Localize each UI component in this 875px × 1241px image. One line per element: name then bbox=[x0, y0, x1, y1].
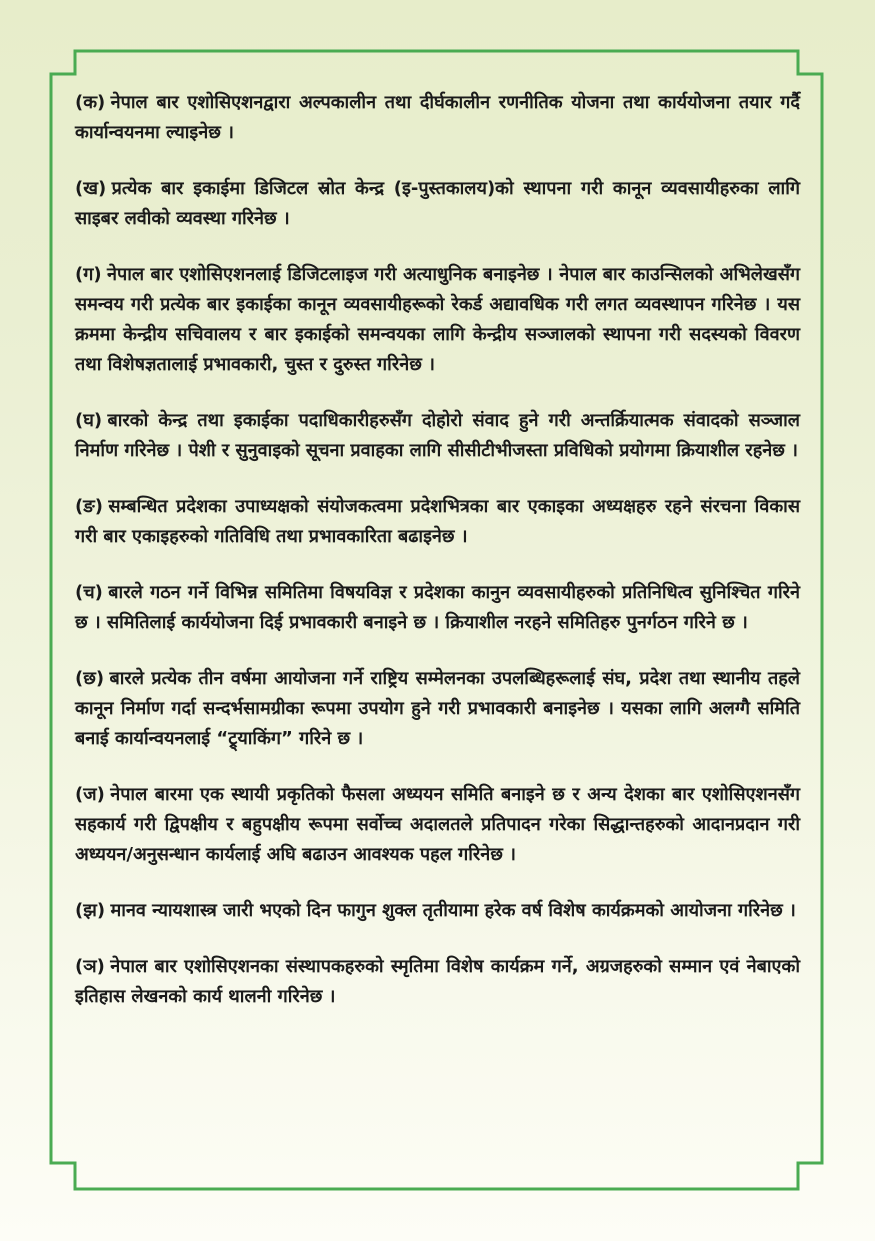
paragraph-ga bbox=[75, 260, 800, 380]
paragraph-ja-text: नेपाल बारमा एक स्थायी प्रकृतिको फैसला अध्ययन समिति बनाइने छ र अन्य देशका बार एशोसिएशनसँग सहकार्य गरी द्विपक्षीय र बहुपक्षीय रूपमा सर्वोच्च अदालतले प्रतिपादन गरेका सिद्धान्तहरुको आदानप्रदान गरी अध्ययन/अनुसन्धान कार्यलाई अघि बढाउन आवश्यक पहल गरिनेछ । bbox=[75, 784, 800, 865]
paragraph-cha bbox=[75, 578, 800, 638]
paragraph-ga-text: नेपाल बार एशोसिएशनलाई डिजिटलाइज गरी अत्याधुनिक बनाइनेछ । नेपाल बार काउन्सिलको अभिलेखसँग समन्वय गरी प्रत्येक बार इकाईका कानून व्यवसायीहरूको रेकर्ड अद्यावधिक गरी लगत व्यवस्थापन गरिनेछ । यस क्रममा केन्द्रीय सचिवालय र बार इकाईको समन्वयका लागि केन्द्रीय सञ्जालको स्थापना गरी सदस्यको विवरण तथा विशेषज्ञतालाई प्रभावकारी, चुस्त र दुरुस्त गरिनेछ । bbox=[75, 264, 800, 375]
paragraph-gha bbox=[75, 406, 800, 466]
document-content bbox=[75, 88, 800, 1012]
paragraph-cha-text: बारले गठन गर्ने विभिन्न समितिमा विषयविज्ञ र प्रदेशका कानुन व्यवसायीहरुको प्रतिनिधित्व सुनिश्चित गरिने छ । समितिलाई कार्ययोजना दिई प्रभावकारी बनाइने छ । क्रियाशील नरहने समितिहरु पुनर्गठन गरिने छ । bbox=[75, 582, 800, 633]
paragraph-nga bbox=[75, 492, 800, 552]
paragraph-jha-label: (झ) bbox=[75, 900, 106, 921]
paragraph-gha-text: बारको केन्द्र तथा इकाईका पदाधिकारीहरुसँग दोहोरो संवाद हुने गरी अन्तर्क्रियात्मक संवादको सञ्जाल निर्माण गरिनेछ । पेशी र सुनुवाइको सूचना प्रवाहका लागि सीसीटीभीजस्ता प्रविधिको प्रयोगमा क्रियाशील रहनेछ । bbox=[75, 410, 800, 461]
paragraph-chha-label: (छ) bbox=[75, 668, 105, 689]
paragraph-ja bbox=[75, 780, 800, 870]
paragraph-cha-label: (च) bbox=[75, 582, 103, 603]
paragraph-ka-text: नेपाल बार एशोसिएशनद्वारा अल्पकालीन तथा दीर्घकालीन रणनीतिक योजना तथा कार्ययोजना तयार गर्दै कार्यान्वयनमा ल्याइनेछ । bbox=[75, 92, 800, 143]
paragraph-jha bbox=[75, 896, 800, 926]
paragraph-nya-label: (ञ) bbox=[75, 956, 105, 977]
paragraph-ka-label: (क) bbox=[75, 92, 106, 113]
paragraph-chha bbox=[75, 664, 800, 754]
paragraph-kha-text: प्रत्येक बार इकाईमा डिजिटल स्रोत केन्द्र (इ-पुस्तकालय)को स्थापना गरी कानून व्यवसायीहरुका लागि साइबर लवीको व्यवस्था गरिनेछ । bbox=[75, 178, 800, 229]
paragraph-gha-label: (घ) bbox=[75, 410, 103, 431]
paragraph-ka bbox=[75, 88, 800, 148]
paragraph-jha-text: मानव न्यायशास्त्र जारी भएको दिन फागुन शुक्ल तृतीयामा हरेक वर्ष विशेष कार्यक्रमको आयोजना गरिनेछ । bbox=[110, 900, 796, 921]
paragraph-chha-text: बारले प्रत्येक तीन वर्षमा आयोजना गर्ने राष्ट्रिय सम्मेलनका उपलब्धिहरूलाई संघ, प्रदेश तथा स्थानीय तहले कानून निर्माण गर्दा सन्दर्भसामग्रीका रूपमा उपयोग हुने गरी प्रभावकारी बनाइनेछ । यसका लागि अलग्गै समिति बनाई कार्यान्वयनलाई “ट्र्याकिंग” गरिने छ । bbox=[75, 668, 800, 749]
paragraph-nya-text: नेपाल बार एशोसिएशनका संस्थापकहरुको स्मृतिमा विशेष कार्यक्रम गर्ने, अग्रजहरुको सम्मान एवं नेबाएको इतिहास लेखनको कार्य थालनी गरिनेछ । bbox=[75, 956, 800, 1007]
paragraph-ga-label: (ग) bbox=[75, 264, 102, 285]
paragraph-nga-text: सम्बन्धित प्रदेशका उपाध्यक्षको संयोजकत्वमा प्रदेशभित्रका बार एकाइका अध्यक्षहरु रहने संरचना विकास गरी बार एकाइहरुको गतिविधि तथा प्रभावकारिता बढाइनेछ । bbox=[75, 496, 800, 547]
paragraph-ja-label: (ज) bbox=[75, 784, 105, 805]
paragraph-kha-label: (ख) bbox=[75, 178, 107, 199]
paragraph-nya bbox=[75, 952, 800, 1012]
paragraph-nga-label: (ङ) bbox=[75, 496, 103, 517]
paragraph-kha bbox=[75, 174, 800, 234]
